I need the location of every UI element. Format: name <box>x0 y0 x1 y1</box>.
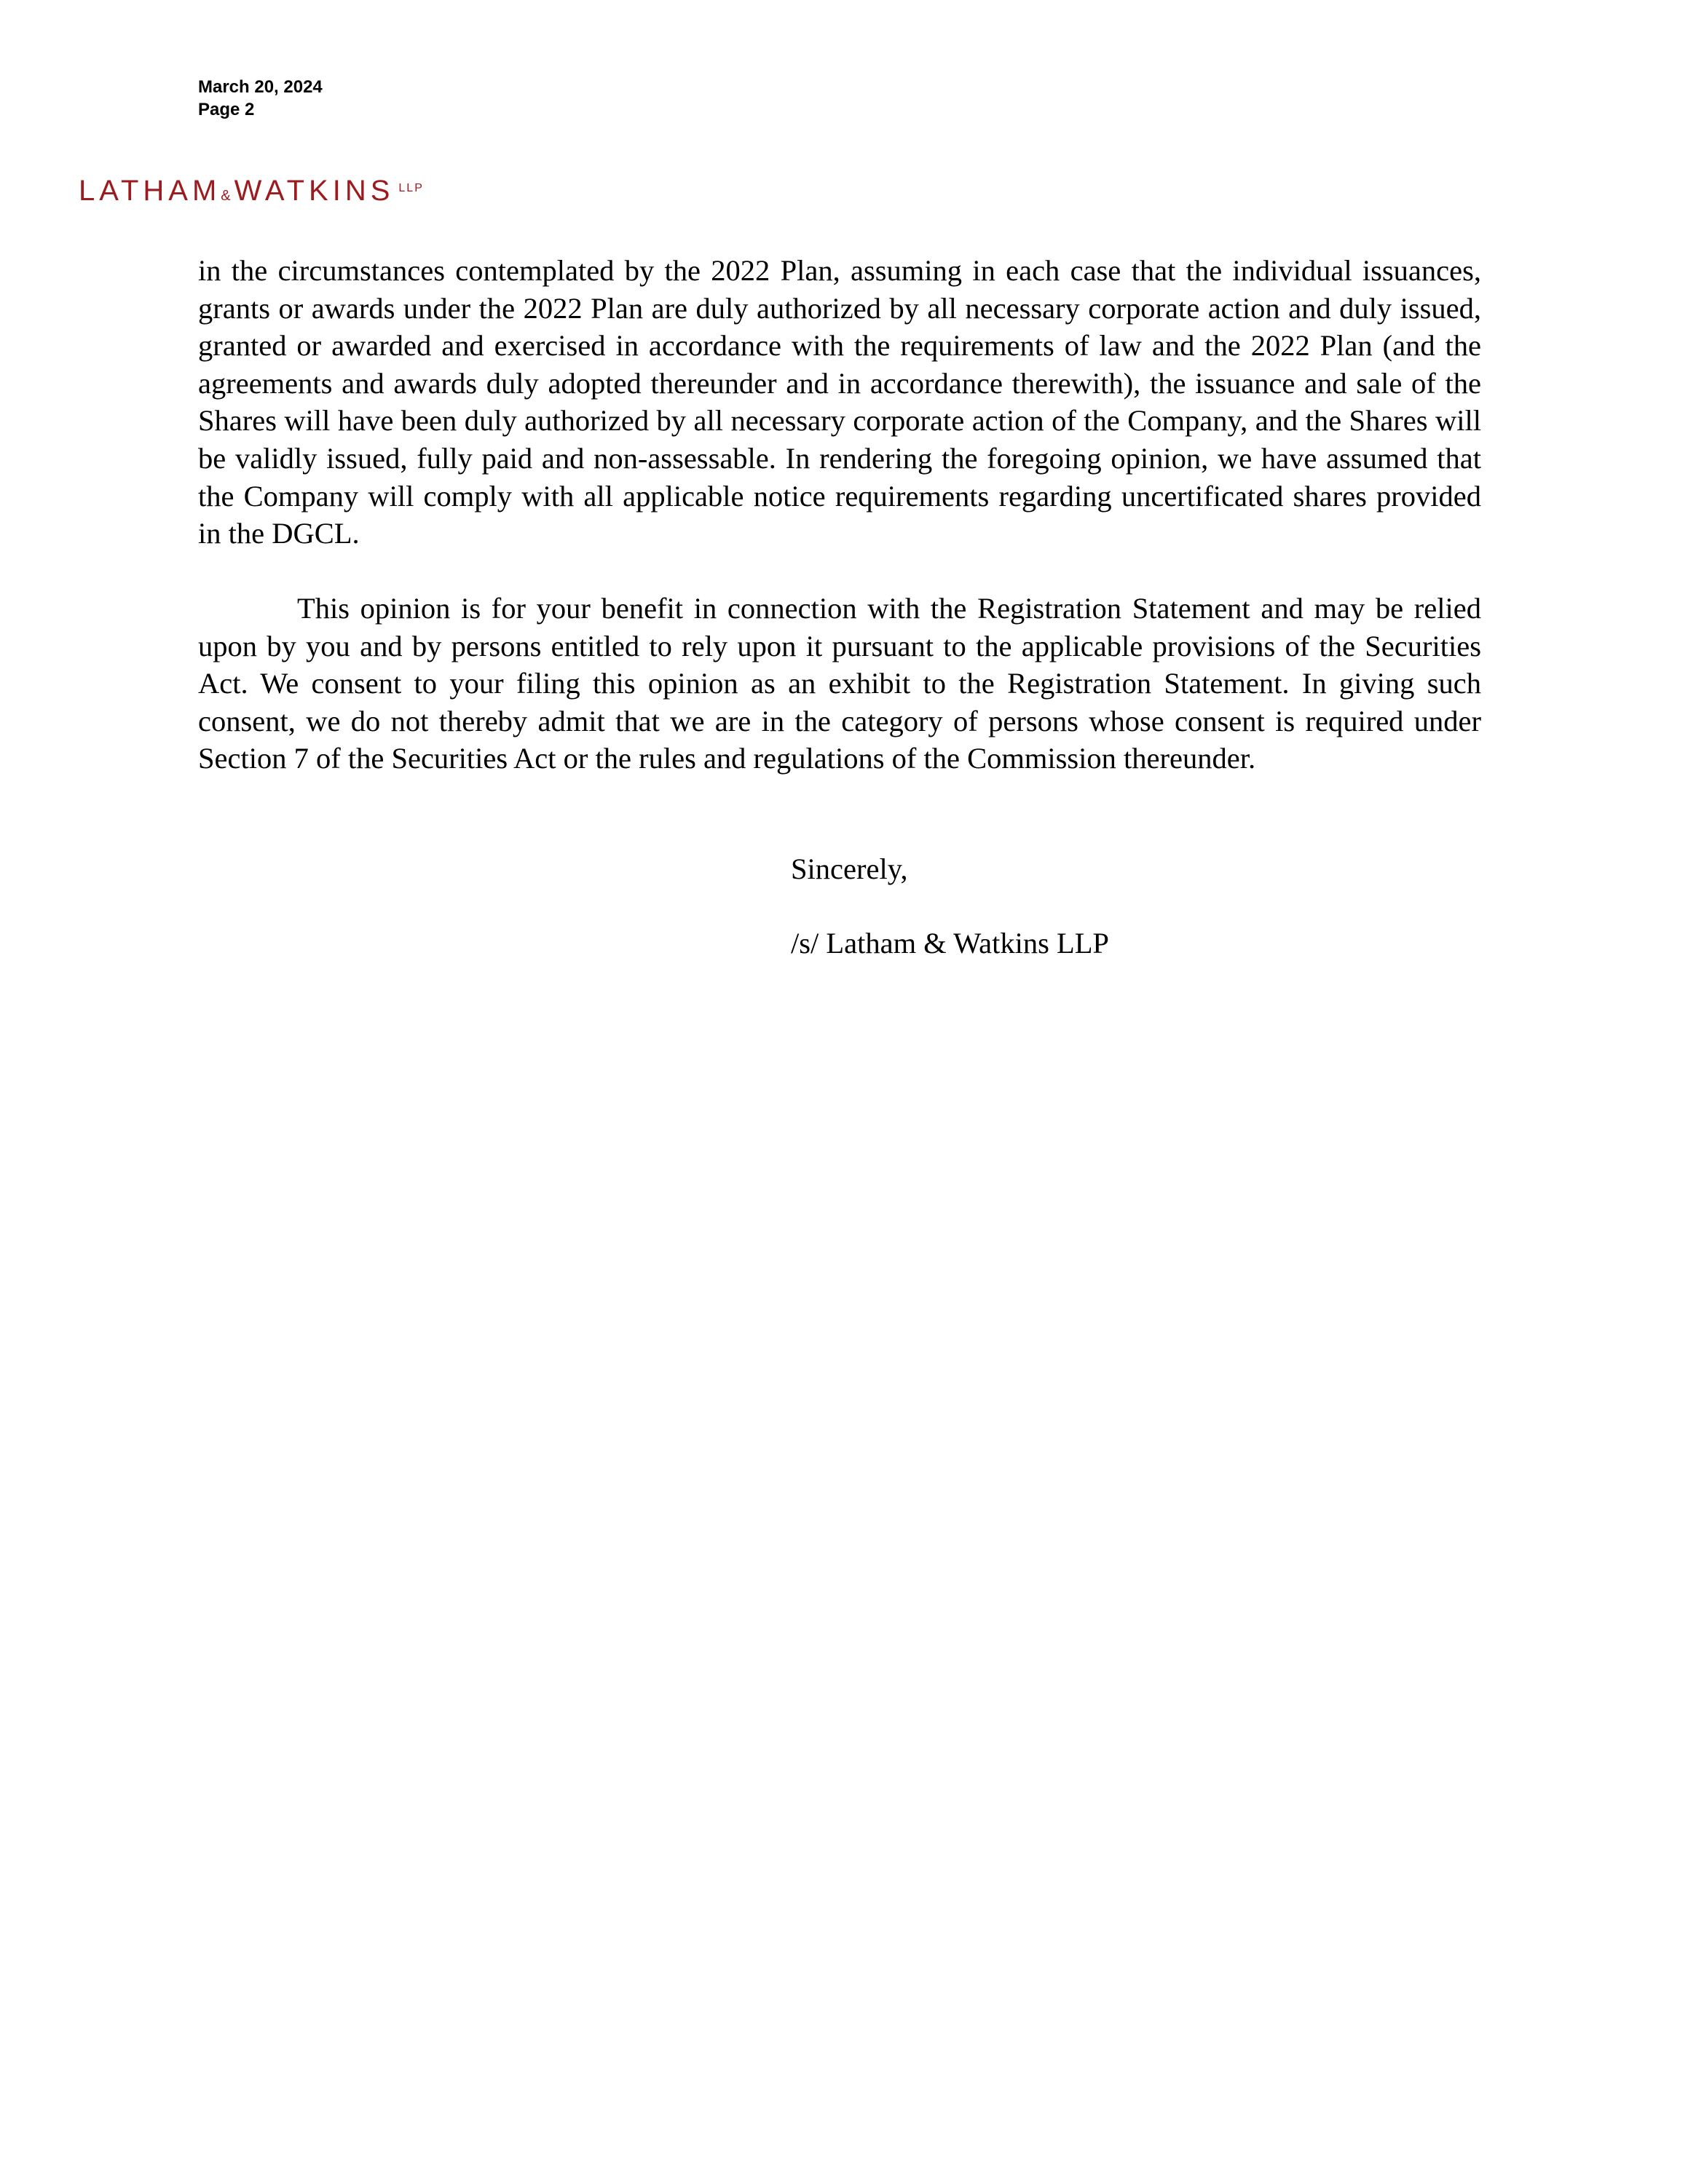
firm-logo <box>79 175 424 207</box>
page-header <box>198 76 323 121</box>
logo-ampersand: & <box>221 188 232 204</box>
logo-suffix: LLP <box>398 182 424 194</box>
logo-text-watkins: WATKINS <box>234 175 395 207</box>
closing-salutation: Sincerely, <box>791 852 908 885</box>
closing-signature: /s/ Latham & Watkins LLP <box>791 927 1109 960</box>
body-paragraph-2: This opinion is for your benefit in connection with the Registration Statement and may be relied upon by you and by persons entitled to rely upon it pursuant to the applicable provisions of the Securities Act. We consent to your filing this opinion as an exhibit to the Registration Statement. In giving such consent, we do not thereby admit that we are in the category of persons whose consent is required under Section 7 of the Securities Act or the rules and regulations of the Commission thereunder. <box>198 592 1481 775</box>
header-date: March 20, 2024 <box>198 77 323 97</box>
body-paragraph-1: in the circumstances contemplated by the 2022 Plan, assuming in each case that the individual issuances, grants or awards under the 2022 Plan are duly authorized by all necessary corporate action and duly issued, granted or awarded and exercised in accordance with the requirements of law and the 2022 Plan (and the agreements and awards duly adopted thereunder and in accordance therewith), the issuance and sale of the Shares will have been duly authorized by all necessary corporate action of the Company, and the Shares will be validly issued, fully paid and non-assessable. In rendering the foregoing opinion, we have assumed that the Company will comply with all applicable notice requirements regarding uncertificated shares provided in the DGCL. <box>198 254 1481 550</box>
header-page-number: Page 2 <box>198 100 255 119</box>
logo-text-latham: LATHAM <box>79 175 221 207</box>
